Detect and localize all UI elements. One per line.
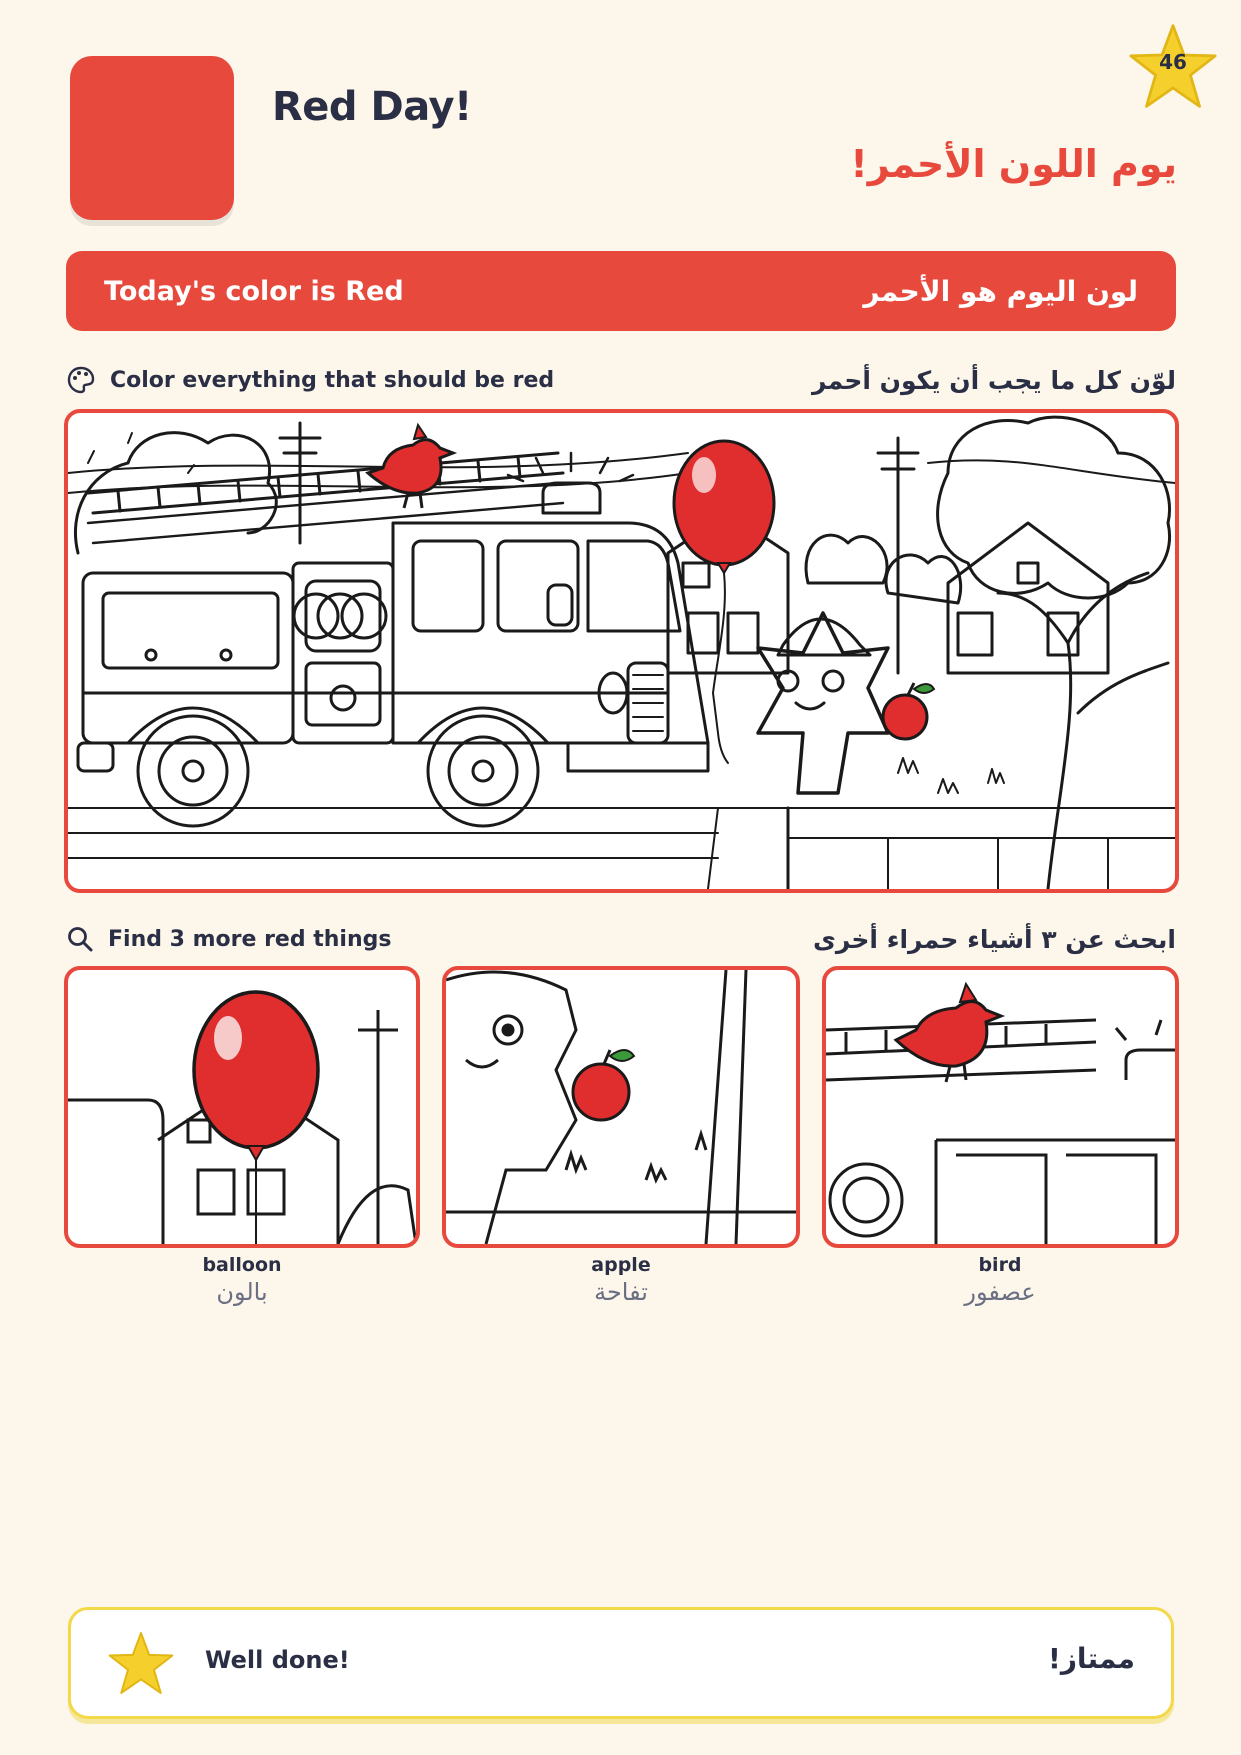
coloring-section-header — [66, 360, 1176, 400]
balloon-icon — [68, 970, 416, 1244]
apple-icon — [446, 970, 796, 1244]
caption-ar: تفاحة — [594, 1278, 648, 1306]
find-instruction: Find 3 more red things — [108, 926, 392, 952]
footer-text: Well done! — [205, 1646, 350, 1674]
footer-text-arabic: ممتاز! — [1048, 1642, 1135, 1675]
find-instruction-arabic: ابحث عن ٣ أشياء حمراء أخرى — [812, 924, 1176, 954]
star-icon — [107, 1630, 175, 1696]
coloring-instruction: Color everything that should be red — [110, 367, 555, 393]
red-balloon — [674, 441, 774, 693]
well-done-footer — [68, 1607, 1174, 1719]
caption-en: apple — [591, 1254, 651, 1276]
caption-ar: عصفور — [964, 1278, 1036, 1306]
coloring-picture[interactable] — [64, 409, 1179, 893]
find-section-header — [66, 919, 1176, 959]
find-item-apple[interactable] — [442, 966, 800, 1248]
coloring-instruction-arabic: لوّن كل ما يجب أن يكون أحمر — [812, 365, 1176, 395]
caption-bird — [822, 1254, 1178, 1306]
bird-icon — [826, 970, 1175, 1244]
palette-icon — [66, 365, 96, 395]
color-banner — [66, 251, 1176, 331]
caption-apple — [443, 1254, 799, 1306]
banner-text: Today's color is Red — [104, 275, 404, 307]
page-number: 46 — [1159, 50, 1187, 74]
banner-text-arabic: لون اليوم هو الأحمر — [863, 274, 1138, 308]
caption-ar: بالون — [216, 1278, 268, 1306]
page-title-arabic: يوم اللون الأحمر! — [850, 142, 1177, 186]
fire-truck-scene-illustration — [68, 413, 1175, 889]
caption-en: balloon — [202, 1254, 282, 1276]
caption-balloon — [64, 1254, 420, 1306]
page-title: Red Day! — [272, 84, 472, 130]
color-swatch — [70, 56, 234, 220]
caption-en: bird — [978, 1254, 1022, 1276]
search-icon — [66, 925, 94, 953]
find-item-bird[interactable] — [822, 966, 1179, 1248]
find-item-balloon[interactable] — [64, 966, 420, 1248]
red-apple — [883, 683, 934, 739]
